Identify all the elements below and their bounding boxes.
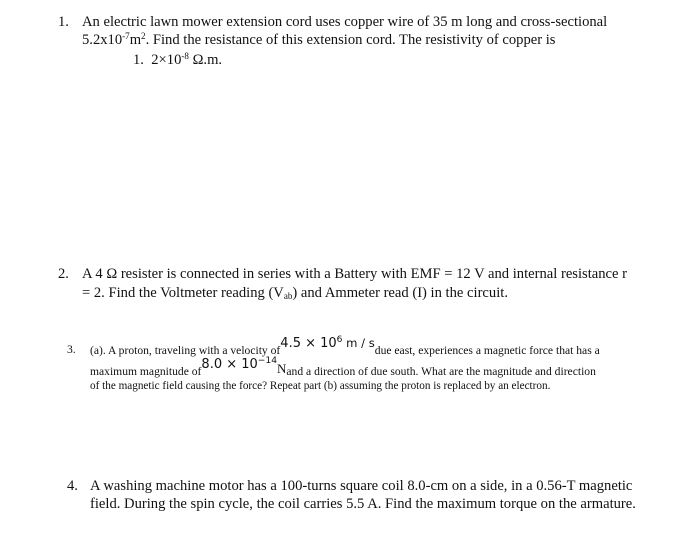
question-4-line-2: field. During the spin cycle, the coil carries 5.5 A. Find the maximum torque on the armature.: [90, 496, 636, 512]
question-3-line-2-pre: maximum magnitude of: [90, 365, 202, 378]
resistivity-exponent: -8: [181, 51, 189, 62]
force-unit: N: [277, 361, 287, 376]
force-expression: [201, 357, 277, 372]
question-3-line-2: [90, 356, 596, 378]
velocity-exponent: 6: [336, 335, 343, 345]
question-2-line-2-post: ) and Ammeter read (I) in the circuit.: [292, 285, 508, 301]
velocity-unit: m / s: [342, 336, 375, 350]
question-3-line-3: of the magnetic field causing the force? Repeat part (b) assuming the proton is replaced by an electron.: [90, 380, 551, 392]
question-3-line-1: [90, 335, 600, 357]
question-3-line-1-post: due east, experiences a magnetic force that has a: [374, 344, 600, 357]
question-3-line-2-post: and a direction of due south. What are the magnitude and direction: [286, 365, 596, 378]
cross-section-unit-exponent: 2: [141, 31, 146, 42]
velocity-base: 4.5 × 10: [280, 336, 337, 351]
question-1-line-1: An electric lawn mower extension cord uses copper wire of 35 m long and cross-sectional: [82, 14, 608, 30]
question-1-line-2: [82, 32, 555, 49]
cross-section-value: 5.2x10: [82, 32, 123, 48]
question-2-line-1: A 4 Ω resister is connected in series with a Battery with EMF = 12 V and internal resistance r: [82, 266, 628, 282]
voltmeter-subscript: ab: [283, 290, 293, 301]
resistivity-base: 2×10: [151, 52, 182, 68]
resistivity-unit: Ω.m.: [188, 52, 223, 68]
question-2-line-2: [82, 285, 508, 302]
question-1-line-2-rest: . Find the resistance of this extension cord. The resistivity of copper is: [145, 32, 556, 48]
question-4-line-1: A washing machine motor has a 100-turns square coil 8.0-cm on a side, in a 0.56-T magnetic: [90, 478, 633, 494]
force-exponent: −14: [257, 356, 277, 366]
question-2-line-2-pre: = 2. Find the Voltmeter reading (V: [82, 285, 284, 301]
cross-section-unit: m: [129, 32, 142, 48]
option-number: 1.: [133, 52, 144, 68]
question-1-option: [133, 52, 222, 69]
question-1-number: 1.: [58, 14, 69, 30]
question-3-line-1-pre: (a). A proton, traveling with a velocity of: [90, 344, 281, 357]
question-4-number: 4.: [67, 478, 78, 494]
question-3-number: 3.: [67, 343, 76, 356]
velocity-expression: [280, 336, 374, 351]
question-2-number: 2.: [58, 266, 69, 282]
force-base: 8.0 × 10: [201, 357, 258, 372]
cross-section-exponent: -7: [122, 31, 130, 42]
